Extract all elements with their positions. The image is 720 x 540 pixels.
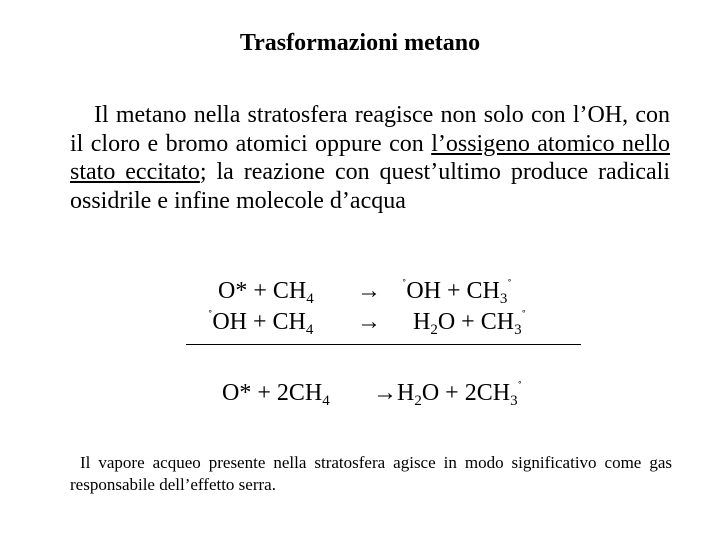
reaction-2-arrow: → (357, 309, 381, 335)
reaction-1-lhs: $O* + CH_4$ (218, 278, 314, 307)
reaction-2-lhs: $^˚OH + CH_4$ (208, 307, 314, 338)
paragraph-text-2: ; la reazione con quest’ultimo produce radicali ossidrile e infine molecole d’acqua (70, 159, 670, 214)
reaction-1-arrow: → (357, 278, 381, 304)
net-reaction-rhs: $H_2O + 2CH_3^˚$ (397, 378, 522, 409)
footnote: Il vapore acqueo presente nella stratosfera agisce in modo significativo come gas responsabile dell’effetto serra. (70, 453, 672, 494)
paragraph-text-1: Il metano nella stratosfera reagisce non solo con l’OH, con il cloro e bromo atomici oppure con (70, 102, 670, 157)
paragraph-underlined-text: l’ossigeno atomico nello stato eccitato (70, 130, 670, 185)
reaction-1-rhs: $^˚OH + CH_3^˚$ (402, 276, 512, 307)
body-paragraph (70, 101, 670, 215)
reaction-2-rhs: $H_2O + CH_3^˚$ (413, 307, 526, 338)
net-reaction-lhs: $O* + 2CH_4$ (222, 380, 330, 409)
net-reaction-arrow: → (373, 380, 397, 406)
sum-line (186, 344, 581, 345)
slide-title: Trasformazioni metano (239, 30, 481, 56)
